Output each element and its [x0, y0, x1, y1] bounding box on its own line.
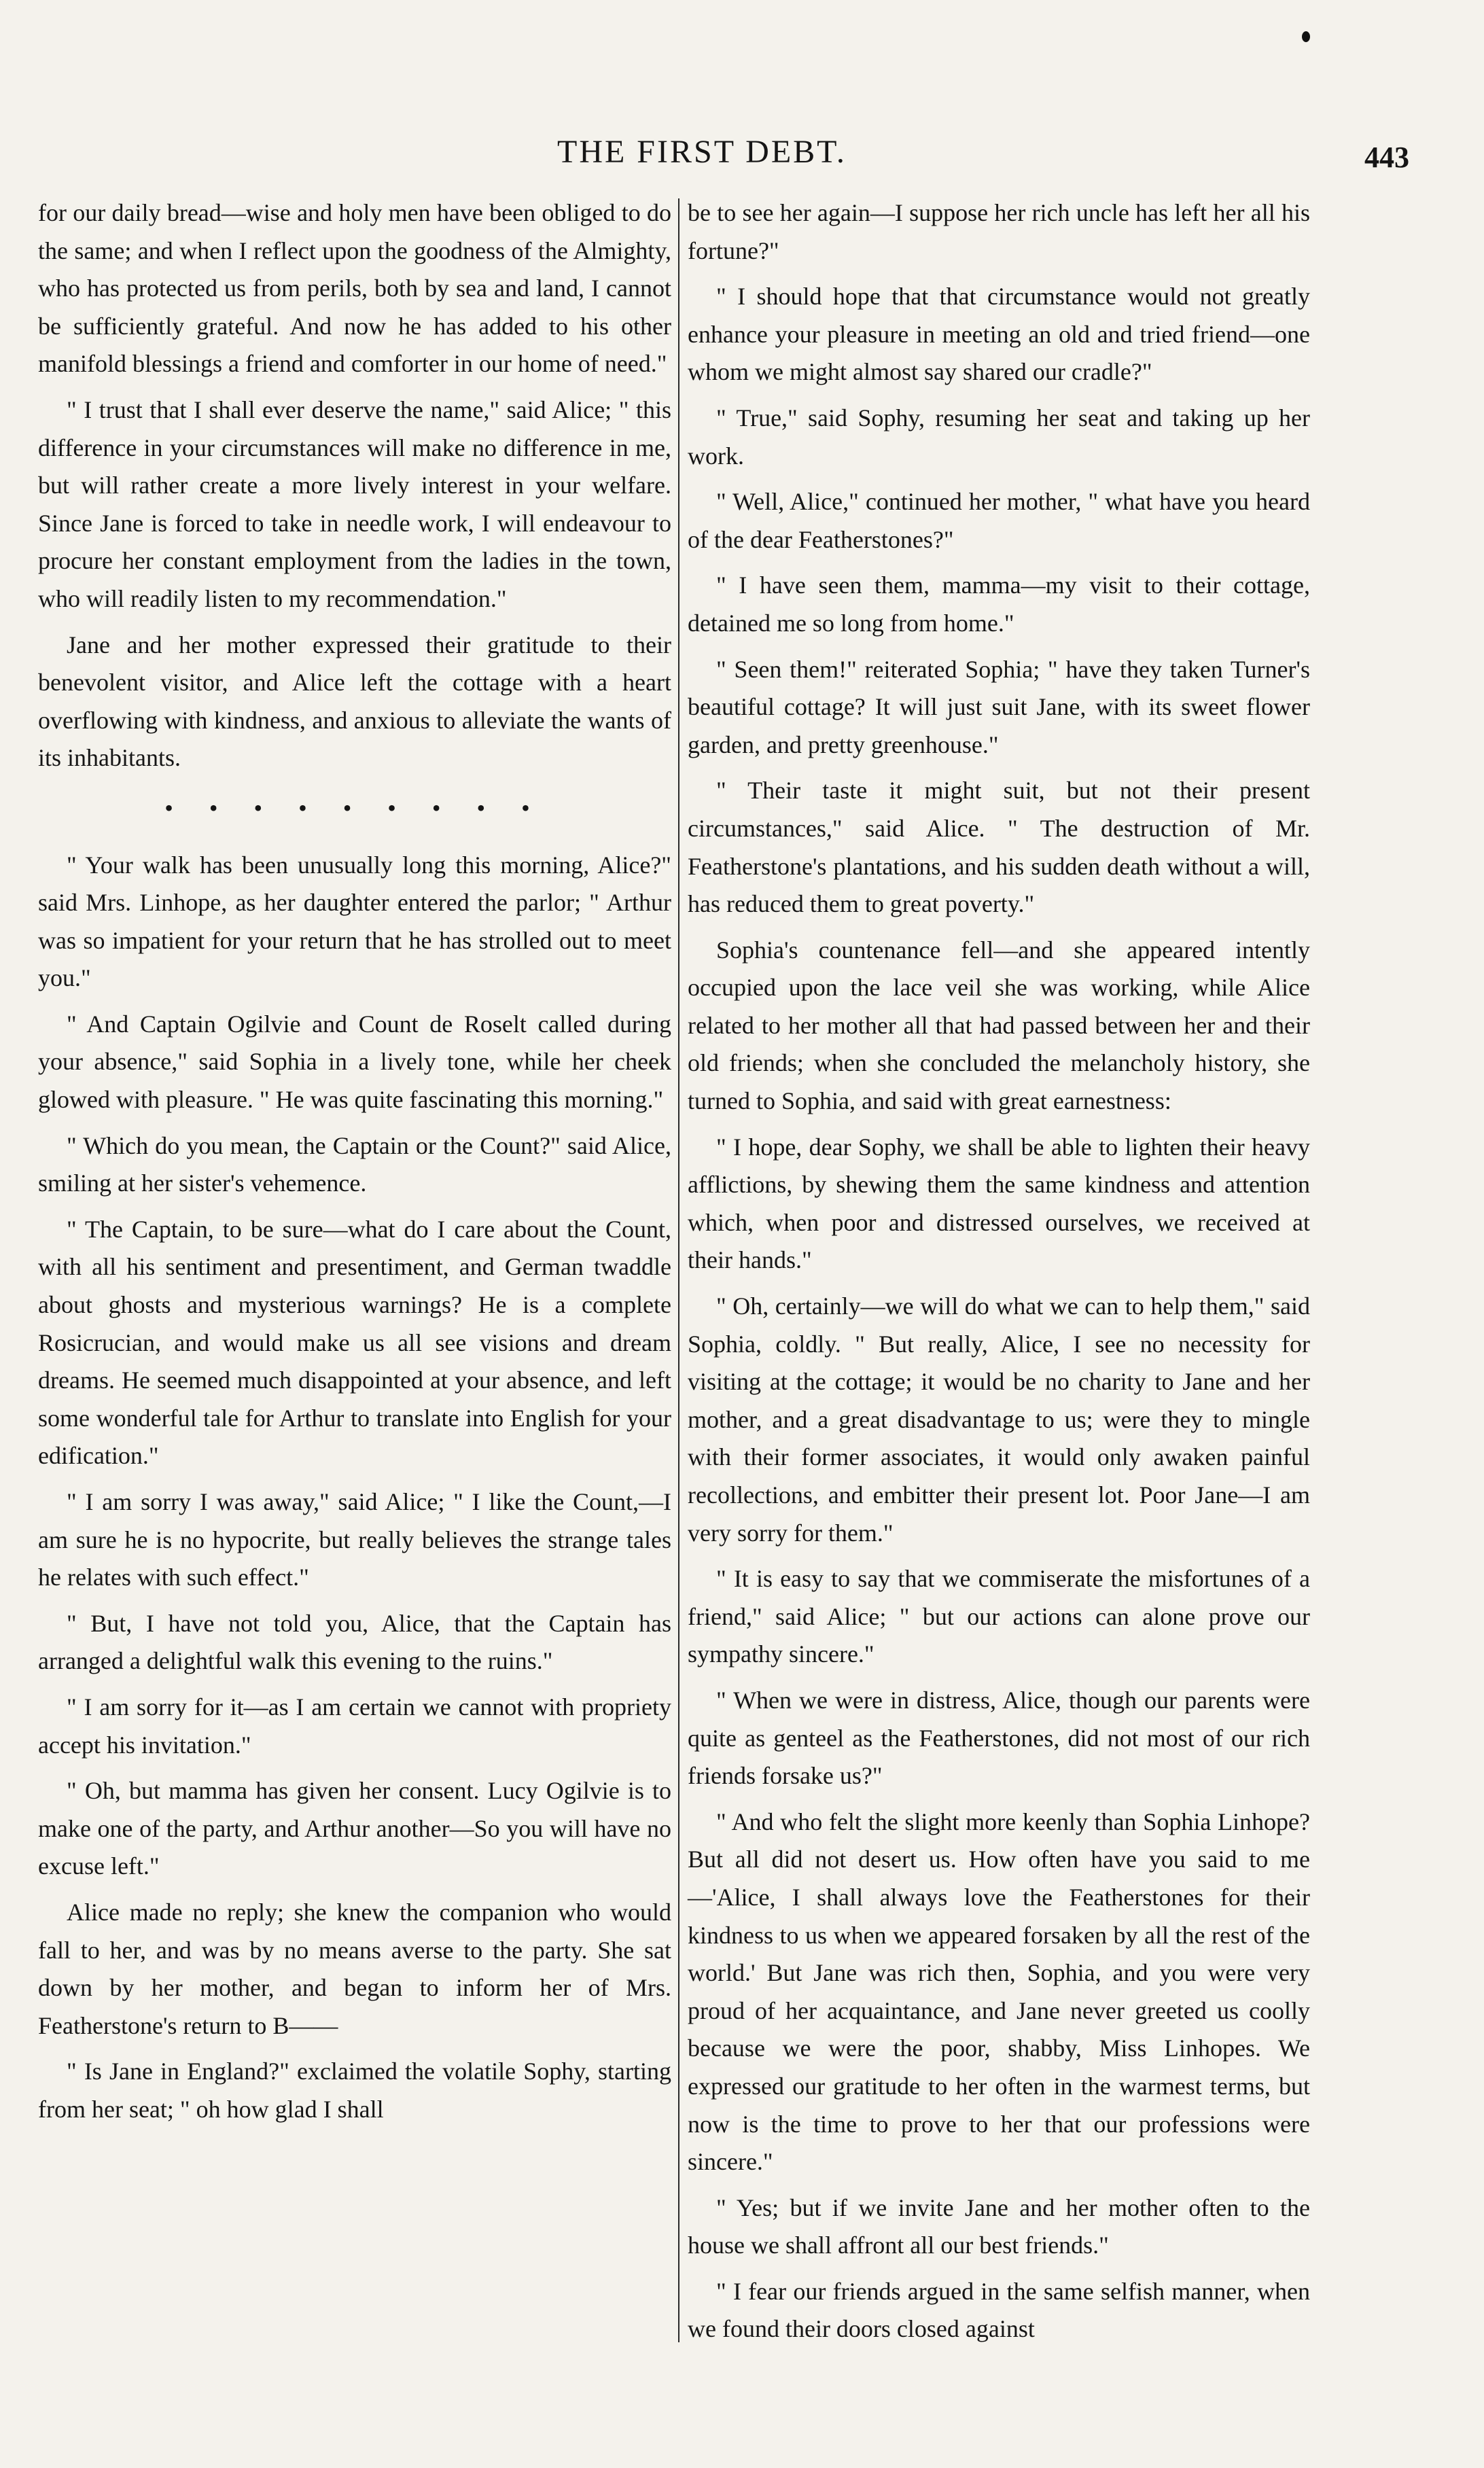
page-number: 443	[1364, 141, 1409, 174]
paragraph: " I am sorry for it—as I am certain we cannot with propriety accept his invitation."	[38, 1693, 671, 1759]
paragraph: " I trust that I shall ever deserve the name," said Alice; " this difference in your circumstances will make no difference in me, but will rather create a more lively interest in your welfare. Since Jane is forced to take in needle work, I will endeavour to procure her constant employment from the ladies in the town, who will readily listen to my recommendation."	[38, 395, 671, 612]
paragraph: " Your walk has been unusually long this morning, Alice?" said Mrs. Linhope, as her daughter entered the parlor; " Arthur was so impatient for your return that he has strolled out to meet you."	[38, 851, 671, 992]
paragraph: " True," said Sophy, resuming her seat and taking up her work.	[688, 404, 1310, 470]
paragraph: Jane and her mother expressed their gratitude to their benevolent visitor, and Alice left the cottage with a heart overflowing with kindness, and anxious to alleviate the wants of its inhabitants.	[38, 631, 671, 772]
paragraph: Alice made no reply; she knew the companion who would fall to her, and was by no means averse to the party. She sat down by her mother, and began to inform her of Mrs. Featherstone's return to B——	[38, 1898, 671, 2039]
paragraph: " I have seen them, mamma—my visit to their cottage, detained me so long from home."	[688, 571, 1310, 637]
paragraph: " I fear our friends argued in the same selfish manner, when we found their doors closed against	[688, 2277, 1310, 2343]
ink-speck	[1302, 31, 1310, 42]
left-column	[38, 194, 671, 2137]
section-separator: • • • • • • • • •	[164, 794, 545, 822]
paragraph: " Oh, but mamma has given her consent. Lucy Ogilvie is to make one of the party, and Arthur another—So you will have no excuse left."	[38, 1777, 671, 1880]
paragraph: " Yes; but if we invite Jane and her mother often to the house we shall affront all our best friends."	[688, 2193, 1310, 2259]
paragraph: " Well, Alice," continued her mother, " what have you heard of the dear Featherstones?"	[688, 488, 1310, 553]
paragraph: " The Captain, to be sure—what do I care about the Count, with all his sentiment and presentiment, and German twaddle about ghosts and mysterious warnings? He is a complete Rosicrucian, and would make us all see visions and dream dreams. He seemed much disappointed at your absence, and left some wonderful tale for Arthur to translate into English for your edification."	[38, 1215, 671, 1470]
running-title: THE FIRST DEBT.	[557, 134, 847, 170]
paragraph: " Seen them!" reiterated Sophia; " have they taken Turner's beautiful cottage? It will just suit Jane, with its sweet flower garden, and pretty greenhouse."	[688, 655, 1310, 758]
paragraph: " I should hope that that circumstance would not greatly enhance your pleasure in meeting an old and tried friend—one whom we might almost say shared our cradle?"	[688, 283, 1310, 386]
paragraph: " And Captain Ogilvie and Count de Roselt called during your absence," said Sophia in a lively tone, while her cheek glowed with pleasure. " He was quite fascinating this morning."	[38, 1010, 671, 1114]
paragraph: " I hope, dear Sophy, we shall be able to lighten their heavy afflictions, by shewing them the same kindness and attention which, when poor and distressed ourselves, we received at their hands."	[688, 1133, 1310, 1274]
page-header	[27, 133, 1457, 188]
paragraph: " When we were in distress, Alice, though our parents were quite as genteel as the Featherstones, did not most of our rich friends forsake us?"	[688, 1686, 1310, 1790]
paragraph: " It is easy to say that we commiserate the misfortunes of a friend," said Alice; " but our actions can alone prove our sympathy sincere."	[688, 1565, 1310, 1668]
paragraph: " But, I have not told you, Alice, that the Captain has arranged a delightful walk this evening to the ruins."	[38, 1609, 671, 1675]
paragraph: " Oh, certainly—we will do what we can to help them," said Sophia, coldly. " But really, Alice, I see no necessity for visiting at the cottage; it would be no charity to Jane and her mother, and a great disadvantage to us; were they to mingle with their former associates, it would only awaken painful recollections, and embitter their present lot. Poor Jane—I am very sorry for them."	[688, 1292, 1310, 1547]
paragraph: Sophia's countenance fell—and she appeared intently occupied upon the lace veil she was working, while Alice related to her mother all that had passed between her and their old friends; when she concluded the melancholy history, she turned to Sophia, and said with great earnestness:	[688, 936, 1310, 1115]
paragraph: " I am sorry I was away," said Alice; " I like the Count,—I am sure he is no hypocrite, but really believes the strange tales he relates with such effect."	[38, 1488, 671, 1591]
paragraph: be to see her again—I suppose her rich uncle has left her all his fortune?"	[688, 199, 1310, 264]
column-divider	[678, 198, 679, 2342]
paragraph: " Is Jane in England?" exclaimed the volatile Sophy, starting from her seat; " oh how glad I shall	[38, 2058, 671, 2123]
paragraph: " And who felt the slight more keenly than Sophia Linhope? But all did not desert us. How often have you said to me—'Alice, I shall always love the Featherstones for their kindness to us when we appeared forsaken by all the rest of the world.' But Jane was rich then, Sophia, and you were very proud of her acquaintance, and Jane never greeted us coolly because we were the poor, shabby, Miss Linhopes. We expressed our gratitude to her often in the warmest terms, but now is the time to prove to her that our professions were sincere."	[688, 1808, 1310, 2176]
paragraph: " Which do you mean, the Captain or the Count?" said Alice, smiling at her sister's vehemence.	[38, 1131, 671, 1197]
right-column	[688, 194, 1310, 2357]
paragraph: for our daily bread—wise and holy men have been obliged to do the same; and when I reflect upon the goodness of the Almighty, who has protected us from perils, both by sea and land, I cannot be sufficiently grateful. And now he has added to his other manifold blessings a friend and comforter in our home of need."	[38, 199, 671, 378]
paragraph: " Their taste it might suit, but not their present circumstances," said Alice. " The destruction of Mr. Featherstone's plantations, and his sudden death without a will, has reduced them to great poverty."	[688, 777, 1310, 918]
